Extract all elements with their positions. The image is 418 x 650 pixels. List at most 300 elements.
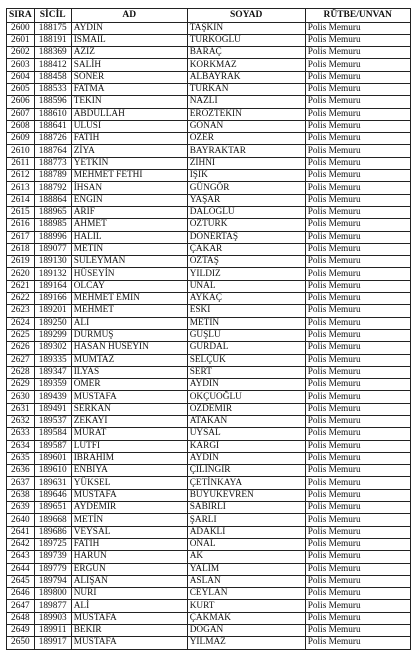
column-header-sicil: SİCİL [34,9,71,23]
sicil-cell: 189164 [34,280,71,292]
table-row [7,182,411,194]
soyad-cell: OKÇUOĞLU [187,391,305,403]
rutbe-cell: Polis Memuru [305,575,410,587]
ad-cell: LÜTFİ [71,440,187,452]
sira-cell: 2646 [7,588,35,600]
table-row [7,625,411,637]
soyad-cell: ŞARLI [187,514,305,526]
table-row [7,637,411,649]
table-row [7,145,411,157]
sicil-cell: 189584 [34,428,71,440]
sira-cell: 2632 [7,416,35,428]
sira-cell: 2637 [7,477,35,489]
ad-cell: ALİ [71,317,187,329]
sicil-cell: 189739 [34,551,71,563]
ad-cell: MUSTAFA [71,612,187,624]
sira-cell: 2619 [7,256,35,268]
sicil-cell: 189601 [34,452,71,464]
table-row [7,465,411,477]
sicil-cell: 189725 [34,538,71,550]
rutbe-cell: Polis Memuru [305,465,410,477]
soyad-cell: ÖNAL [187,538,305,550]
rutbe-cell: Polis Memuru [305,157,410,169]
rutbe-cell: Polis Memuru [305,268,410,280]
table-row [7,83,411,95]
ad-cell: MUSTAFA [71,489,187,501]
soyad-cell: ALBAYRAK [187,71,305,83]
sira-cell: 2636 [7,465,35,477]
table-row [7,452,411,464]
sicil-cell: 189359 [34,379,71,391]
rutbe-cell: Polis Memuru [305,293,410,305]
sira-cell: 2606 [7,96,35,108]
sicil-cell: 189347 [34,366,71,378]
sira-cell: 2603 [7,59,35,71]
rutbe-cell: Polis Memuru [305,133,410,145]
ad-cell: İHSAN [71,182,187,194]
table-row [7,243,411,255]
ad-cell: FATİH [71,133,187,145]
table-row [7,489,411,501]
soyad-cell: METİN [187,317,305,329]
table-row [7,280,411,292]
soyad-cell: ATAKAN [187,416,305,428]
soyad-cell: IŞIK [187,170,305,182]
sira-cell: 2613 [7,182,35,194]
sicil-cell: 189631 [34,477,71,489]
ad-cell: ÖMER [71,379,187,391]
rutbe-cell: Polis Memuru [305,243,410,255]
ad-cell: MUSTAFA [71,637,187,649]
soyad-cell: ÖZTÜRK [187,219,305,231]
table-row [7,219,411,231]
ad-cell: BEKİR [71,625,187,637]
sicil-cell: 189439 [34,391,71,403]
rutbe-cell: Polis Memuru [305,612,410,624]
sira-cell: 2642 [7,538,35,550]
soyad-cell: GÜRDAL [187,342,305,354]
rutbe-cell: Polis Memuru [305,637,410,649]
column-header-ad: AD [71,9,187,23]
table-row [7,477,411,489]
ad-cell: HÜSEYİN [71,268,187,280]
sicil-cell: 188175 [34,22,71,34]
ad-cell: ARİF [71,206,187,218]
soyad-cell: TÜRKOĞLU [187,34,305,46]
ad-cell: ABDULLAH [71,108,187,120]
sira-cell: 2615 [7,206,35,218]
sicil-cell: 188412 [34,59,71,71]
soyad-cell: KORKMAZ [187,59,305,71]
soyad-cell: BARAÇ [187,47,305,59]
soyad-cell: ÖZER [187,133,305,145]
soyad-cell: SABIRLI [187,502,305,514]
sicil-cell: 189130 [34,256,71,268]
soyad-cell: DÖNERTAŞ [187,231,305,243]
sicil-cell: 189299 [34,329,71,341]
ad-cell: SONER [71,71,187,83]
soyad-cell: AYDIN [187,379,305,391]
sira-cell: 2645 [7,575,35,587]
ad-cell: FATMA [71,83,187,95]
sira-cell: 2626 [7,342,35,354]
soyad-cell: KURT [187,600,305,612]
sicil-cell: 189302 [34,342,71,354]
sicil-cell: 189903 [34,612,71,624]
rutbe-cell: Polis Memuru [305,108,410,120]
table-row [7,71,411,83]
ad-cell: YETKİN [71,157,187,169]
ad-cell: MÜMTAZ [71,354,187,366]
sicil-cell: 189686 [34,526,71,538]
sira-cell: 2650 [7,637,35,649]
ad-cell: İBRAHİM [71,452,187,464]
soyad-cell: DOĞAN [187,625,305,637]
ad-cell: MEHMET EMİN [71,293,187,305]
soyad-cell: ÖZDEMİR [187,403,305,415]
rutbe-cell: Polis Memuru [305,231,410,243]
rutbe-cell: Polis Memuru [305,551,410,563]
rutbe-cell: Polis Memuru [305,391,410,403]
rutbe-cell: Polis Memuru [305,317,410,329]
sira-cell: 2609 [7,133,35,145]
rutbe-cell: Polis Memuru [305,47,410,59]
rutbe-cell: Polis Memuru [305,83,410,95]
sicil-cell: 188641 [34,120,71,132]
document-page [6,8,411,650]
table-row [7,612,411,624]
sicil-cell: 189610 [34,465,71,477]
sira-cell: 2601 [7,34,35,46]
soyad-cell: NAZLI [187,96,305,108]
sira-cell: 2623 [7,305,35,317]
ad-cell: MURAT [71,428,187,440]
ad-cell: ENBİYA [71,465,187,477]
table-row [7,34,411,46]
table-row [7,428,411,440]
sira-cell: 2633 [7,428,35,440]
soyad-cell: YAŞAR [187,194,305,206]
ad-cell: DURMUŞ [71,329,187,341]
column-header-soyad: SOYAD [187,9,305,23]
rutbe-cell: Polis Memuru [305,206,410,218]
soyad-cell: GÜNGÖR [187,182,305,194]
table-row [7,133,411,145]
ad-cell: MEHMET [71,305,187,317]
sicil-cell: 188726 [34,133,71,145]
rutbe-cell: Polis Memuru [305,403,410,415]
rutbe-cell: Polis Memuru [305,489,410,501]
table-row [7,293,411,305]
soyad-cell: UYSAL [187,428,305,440]
sira-cell: 2610 [7,145,35,157]
ad-cell: MEHMET FETHİ [71,170,187,182]
sira-cell: 2634 [7,440,35,452]
sira-cell: 2648 [7,612,35,624]
rutbe-cell: Polis Memuru [305,588,410,600]
sira-cell: 2641 [7,526,35,538]
sicil-cell: 188764 [34,145,71,157]
rutbe-cell: Polis Memuru [305,219,410,231]
rutbe-cell: Polis Memuru [305,514,410,526]
table-row [7,391,411,403]
sira-cell: 2612 [7,170,35,182]
sicil-cell: 188792 [34,182,71,194]
soyad-cell: ÇETİNKAYA [187,477,305,489]
ad-cell: NURİ [71,588,187,600]
soyad-cell: AK [187,551,305,563]
table-row [7,538,411,550]
table-row [7,170,411,182]
sira-cell: 2644 [7,563,35,575]
soyad-cell: TÜRKAN [187,83,305,95]
table-row [7,514,411,526]
table-row [7,551,411,563]
table-row [7,588,411,600]
rutbe-cell: Polis Memuru [305,256,410,268]
sira-cell: 2614 [7,194,35,206]
ad-cell: ALİŞAN [71,575,187,587]
sira-cell: 2629 [7,379,35,391]
personnel-table [6,8,411,650]
ad-cell: HALİL [71,231,187,243]
sicil-cell: 188191 [34,34,71,46]
table-row [7,342,411,354]
table-row [7,157,411,169]
sira-cell: 2628 [7,366,35,378]
ad-cell: HASAN HÜSEYİN [71,342,187,354]
rutbe-cell: Polis Memuru [305,600,410,612]
sicil-cell: 189917 [34,637,71,649]
sicil-cell: 189250 [34,317,71,329]
rutbe-cell: Polis Memuru [305,440,410,452]
soyad-cell: GÜŞLÜ [187,329,305,341]
sicil-cell: 189132 [34,268,71,280]
sira-cell: 2621 [7,280,35,292]
rutbe-cell: Polis Memuru [305,305,410,317]
ad-cell: ZİYA [71,145,187,157]
sicil-cell: 188985 [34,219,71,231]
ad-cell: SÜLEYMAN [71,256,187,268]
sira-cell: 2647 [7,600,35,612]
ad-cell: İSMAİL [71,34,187,46]
rutbe-cell: Polis Memuru [305,145,410,157]
soyad-cell: BAYRAKTAR [187,145,305,157]
sicil-cell: 188596 [34,96,71,108]
soyad-cell: DALOĞLU [187,206,305,218]
soyad-cell: ESKİ [187,305,305,317]
rutbe-cell: Polis Memuru [305,625,410,637]
soyad-cell: ERÖZTEKİN [187,108,305,120]
soyad-cell: KARGI [187,440,305,452]
rutbe-cell: Polis Memuru [305,280,410,292]
ad-cell: METİN [71,514,187,526]
table-row [7,416,411,428]
sira-cell: 2611 [7,157,35,169]
rutbe-cell: Polis Memuru [305,170,410,182]
sicil-cell: 189800 [34,588,71,600]
sicil-cell: 189779 [34,563,71,575]
ad-cell: ENGİN [71,194,187,206]
rutbe-cell: Polis Memuru [305,538,410,550]
rutbe-cell: Polis Memuru [305,428,410,440]
table-row [7,59,411,71]
sira-cell: 2616 [7,219,35,231]
table-row [7,354,411,366]
soyad-cell: AYDIN [187,452,305,464]
table-row [7,575,411,587]
soyad-cell: AYKAÇ [187,293,305,305]
table-row [7,108,411,120]
sira-cell: 2607 [7,108,35,120]
soyad-cell: SELÇUK [187,354,305,366]
rutbe-cell: Polis Memuru [305,22,410,34]
sira-cell: 2630 [7,391,35,403]
soyad-cell: TAŞKIN [187,22,305,34]
table-row [7,194,411,206]
ad-cell: YÜKSEL [71,477,187,489]
sira-cell: 2600 [7,22,35,34]
sira-cell: 2643 [7,551,35,563]
rutbe-cell: Polis Memuru [305,477,410,489]
rutbe-cell: Polis Memuru [305,354,410,366]
table-row [7,526,411,538]
header-row [7,9,411,23]
soyad-cell: YILDIZ [187,268,305,280]
rutbe-cell: Polis Memuru [305,34,410,46]
sicil-cell: 188965 [34,206,71,218]
soyad-cell: YALIM [187,563,305,575]
rutbe-cell: Polis Memuru [305,563,410,575]
table-row [7,403,411,415]
ad-cell: AZİZ [71,47,187,59]
table-row [7,329,411,341]
column-header-sira: SIRA [7,9,35,23]
table-row [7,379,411,391]
table-row [7,366,411,378]
soyad-cell: ASLAN [187,575,305,587]
rutbe-cell: Polis Memuru [305,194,410,206]
ad-cell: ERGÜN [71,563,187,575]
ad-cell: SALİH [71,59,187,71]
rutbe-cell: Polis Memuru [305,366,410,378]
sira-cell: 2622 [7,293,35,305]
rutbe-cell: Polis Memuru [305,342,410,354]
sira-cell: 2618 [7,243,35,255]
sicil-cell: 189587 [34,440,71,452]
rutbe-cell: Polis Memuru [305,416,410,428]
sira-cell: 2638 [7,489,35,501]
rutbe-cell: Polis Memuru [305,526,410,538]
sira-cell: 2627 [7,354,35,366]
sira-cell: 2631 [7,403,35,415]
table-row [7,317,411,329]
sicil-cell: 188864 [34,194,71,206]
ad-cell: HARUN [71,551,187,563]
soyad-cell: ÇAKAR [187,243,305,255]
sicil-cell: 189911 [34,625,71,637]
table-body [7,22,411,649]
rutbe-cell: Polis Memuru [305,96,410,108]
soyad-cell: GÖNAN [187,120,305,132]
sira-cell: 2635 [7,452,35,464]
ad-cell: ULUSI [71,120,187,132]
sicil-cell: 189537 [34,416,71,428]
sicil-cell: 188533 [34,83,71,95]
sicil-cell: 188610 [34,108,71,120]
sicil-cell: 189201 [34,305,71,317]
sira-cell: 2605 [7,83,35,95]
sira-cell: 2639 [7,502,35,514]
sira-cell: 2649 [7,625,35,637]
sicil-cell: 188789 [34,170,71,182]
sicil-cell: 189646 [34,489,71,501]
sicil-cell: 188773 [34,157,71,169]
ad-cell: MUSTAFA [71,391,187,403]
sicil-cell: 189491 [34,403,71,415]
rutbe-cell: Polis Memuru [305,502,410,514]
sicil-cell: 189166 [34,293,71,305]
soyad-cell: ÜNAL [187,280,305,292]
sira-cell: 2604 [7,71,35,83]
soyad-cell: YILMAZ [187,637,305,649]
sira-cell: 2608 [7,120,35,132]
table-header [7,9,411,23]
sira-cell: 2625 [7,329,35,341]
sira-cell: 2617 [7,231,35,243]
sicil-cell: 188458 [34,71,71,83]
sira-cell: 2624 [7,317,35,329]
ad-cell: ALİ [71,600,187,612]
ad-cell: FATİH [71,538,187,550]
sira-cell: 2602 [7,47,35,59]
rutbe-cell: Polis Memuru [305,452,410,464]
rutbe-cell: Polis Memuru [305,379,410,391]
table-row [7,231,411,243]
sicil-cell: 189794 [34,575,71,587]
sicil-cell: 189668 [34,514,71,526]
column-header-rutbe: RÜTBE/UNVAN [305,9,410,23]
table-row [7,22,411,34]
sicil-cell: 189077 [34,243,71,255]
soyad-cell: SERT [187,366,305,378]
table-row [7,120,411,132]
soyad-cell: CEYLAN [187,588,305,600]
ad-cell: AYDEMİR [71,502,187,514]
table-row [7,268,411,280]
table-row [7,206,411,218]
table-row [7,305,411,317]
table-row [7,563,411,575]
table-row [7,256,411,268]
soyad-cell: BÜYÜKEVREN [187,489,305,501]
soyad-cell: ZİHNİ [187,157,305,169]
soyad-cell: ÇİLİNGİR [187,465,305,477]
rutbe-cell: Polis Memuru [305,71,410,83]
sicil-cell: 189651 [34,502,71,514]
ad-cell: ZEKAYİ [71,416,187,428]
rutbe-cell: Polis Memuru [305,329,410,341]
sira-cell: 2640 [7,514,35,526]
soyad-cell: ÖZTAŞ [187,256,305,268]
ad-cell: İLYAS [71,366,187,378]
rutbe-cell: Polis Memuru [305,120,410,132]
ad-cell: AYDIN [71,22,187,34]
sira-cell: 2620 [7,268,35,280]
rutbe-cell: Polis Memuru [305,59,410,71]
sicil-cell: 188369 [34,47,71,59]
ad-cell: OLCAY [71,280,187,292]
